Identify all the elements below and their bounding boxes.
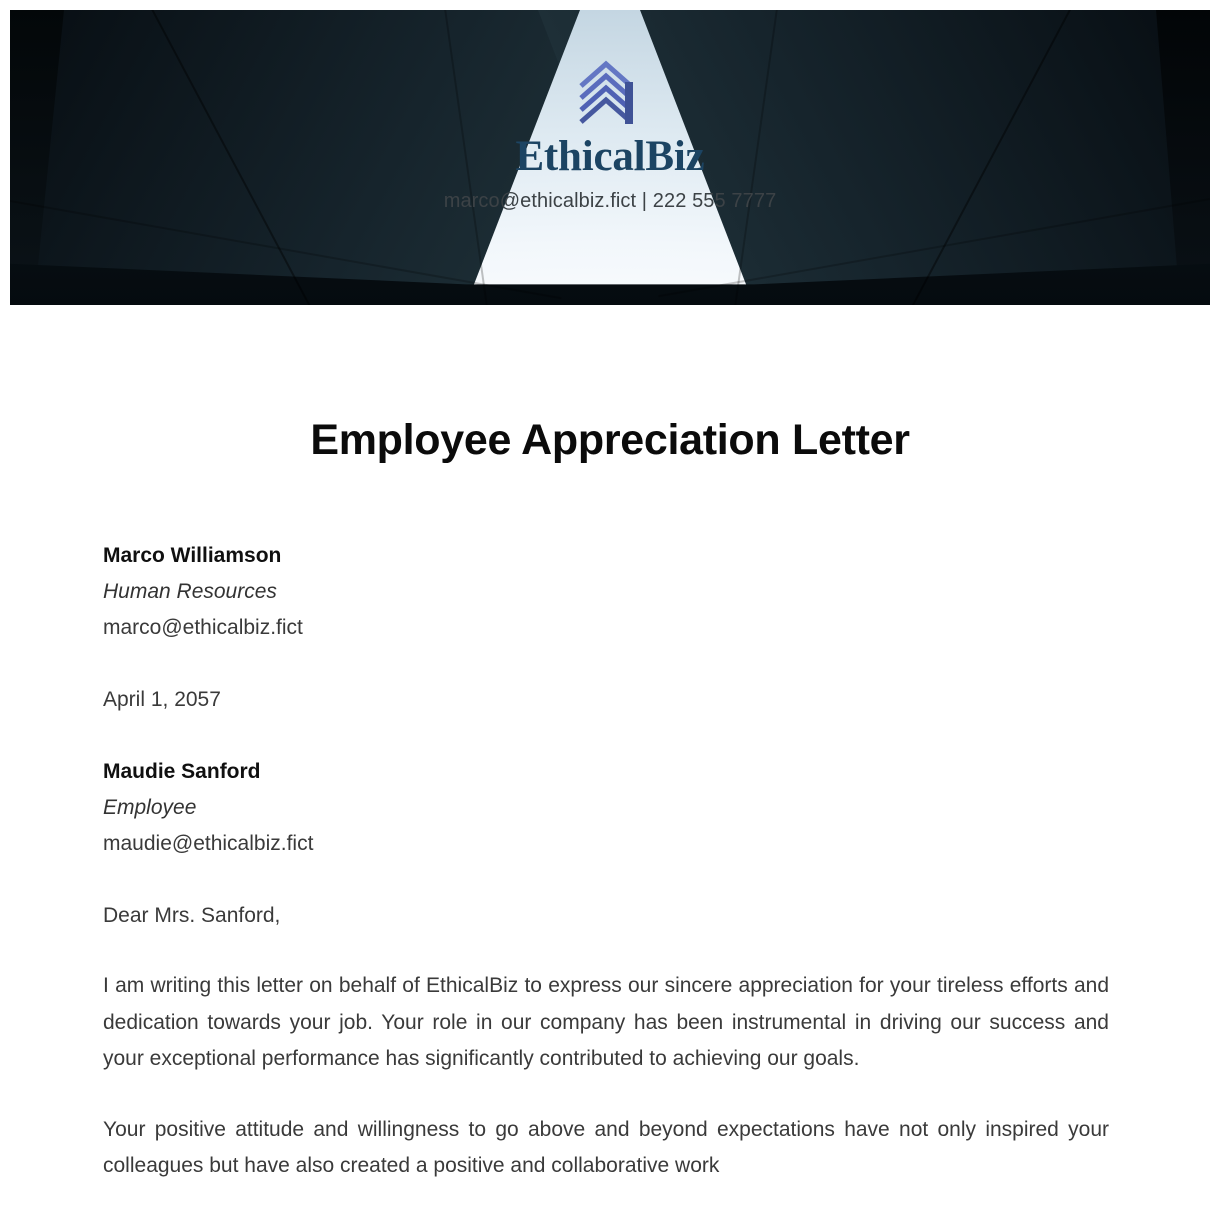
recipient-name: Maudie Sanford — [103, 760, 261, 783]
sender-name: Marco Williamson — [103, 544, 282, 567]
sender-block — [103, 538, 1109, 646]
page-title: Employee Appreciation Letter — [310, 416, 910, 464]
letter-date: April 1, 2057 — [103, 688, 221, 711]
chevron-layers-logo-icon — [575, 60, 645, 128]
letterhead-banner — [10, 10, 1210, 305]
brand-name: EthicalBiz — [515, 133, 705, 180]
recipient-block — [103, 754, 1109, 862]
sender-role: Human Resources — [103, 580, 277, 603]
body-paragraph-1: I am writing this letter on behalf of EthicalBiz to express our sincere appreciation for your tireless efforts and dedication towards your job. Your role in our company has been instrumental in driving our success and your exceptional performance has significantly contributed to achieving our goals. — [103, 974, 1109, 1070]
recipient-role: Employee — [103, 796, 197, 819]
sender-email: marco@ethicalbiz.fict — [103, 616, 303, 639]
letterhead-content — [10, 10, 1210, 213]
salutation: Dear Mrs. Sanford, — [103, 904, 281, 927]
letter-content — [103, 538, 1109, 1206]
body-paragraph-2: Your positive attitude and willingness to go above and beyond expectations have not only inspired your colleagues but have also created a positive and collaborative work — [103, 1117, 1109, 1177]
recipient-email: maudie@ethicalbiz.fict — [103, 832, 314, 855]
letterhead-contact-line: marco@ethicalbiz.fict | 222 555 7777 — [443, 190, 777, 213]
